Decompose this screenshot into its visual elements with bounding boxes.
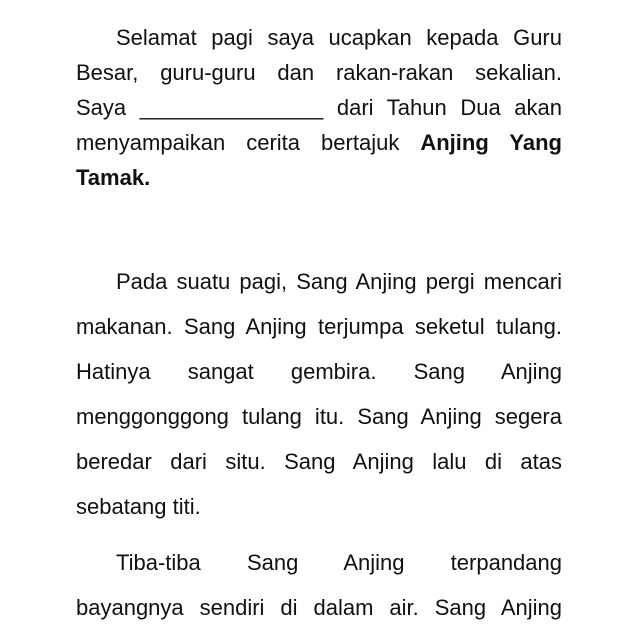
text-line [76, 125, 562, 160]
text-line-name-blank: Saya _______________ dari Tahun Dua akan [76, 95, 562, 120]
paragraph-introduction [76, 20, 562, 195]
text-line: beredar dari situ. Sang Anjing lalu di atas [76, 449, 562, 474]
paragraph-story-1 [76, 259, 562, 529]
paragraph-story-2 [76, 540, 562, 630]
text-line: Hatinya sangat gembira. Sang Anjing [76, 359, 562, 384]
text-line: sebatang titi. [76, 494, 201, 519]
text-line: makanan. Sang Anjing terjumpa seketul tulang. [76, 314, 562, 339]
text-line: Selamat pagi saya ucapkan kepada Guru [116, 25, 562, 50]
text-line: Besar, guru-guru dan rakan-rakan sekalian. [76, 60, 562, 85]
text-line: Tiba-tiba Sang Anjing terpandang [116, 550, 562, 575]
text-segment: menyampaikan cerita bertajuk [76, 130, 400, 155]
story-title: Anjing Yang [420, 130, 562, 155]
text-line: bayangnya sendiri di dalam air. Sang Anjing [76, 595, 562, 620]
story-title-end: Tamak. [76, 165, 151, 190]
text-line: menggonggong tulang itu. Sang Anjing segera [76, 404, 562, 429]
text-line: Pada suatu pagi, Sang Anjing pergi mencari [116, 269, 562, 294]
